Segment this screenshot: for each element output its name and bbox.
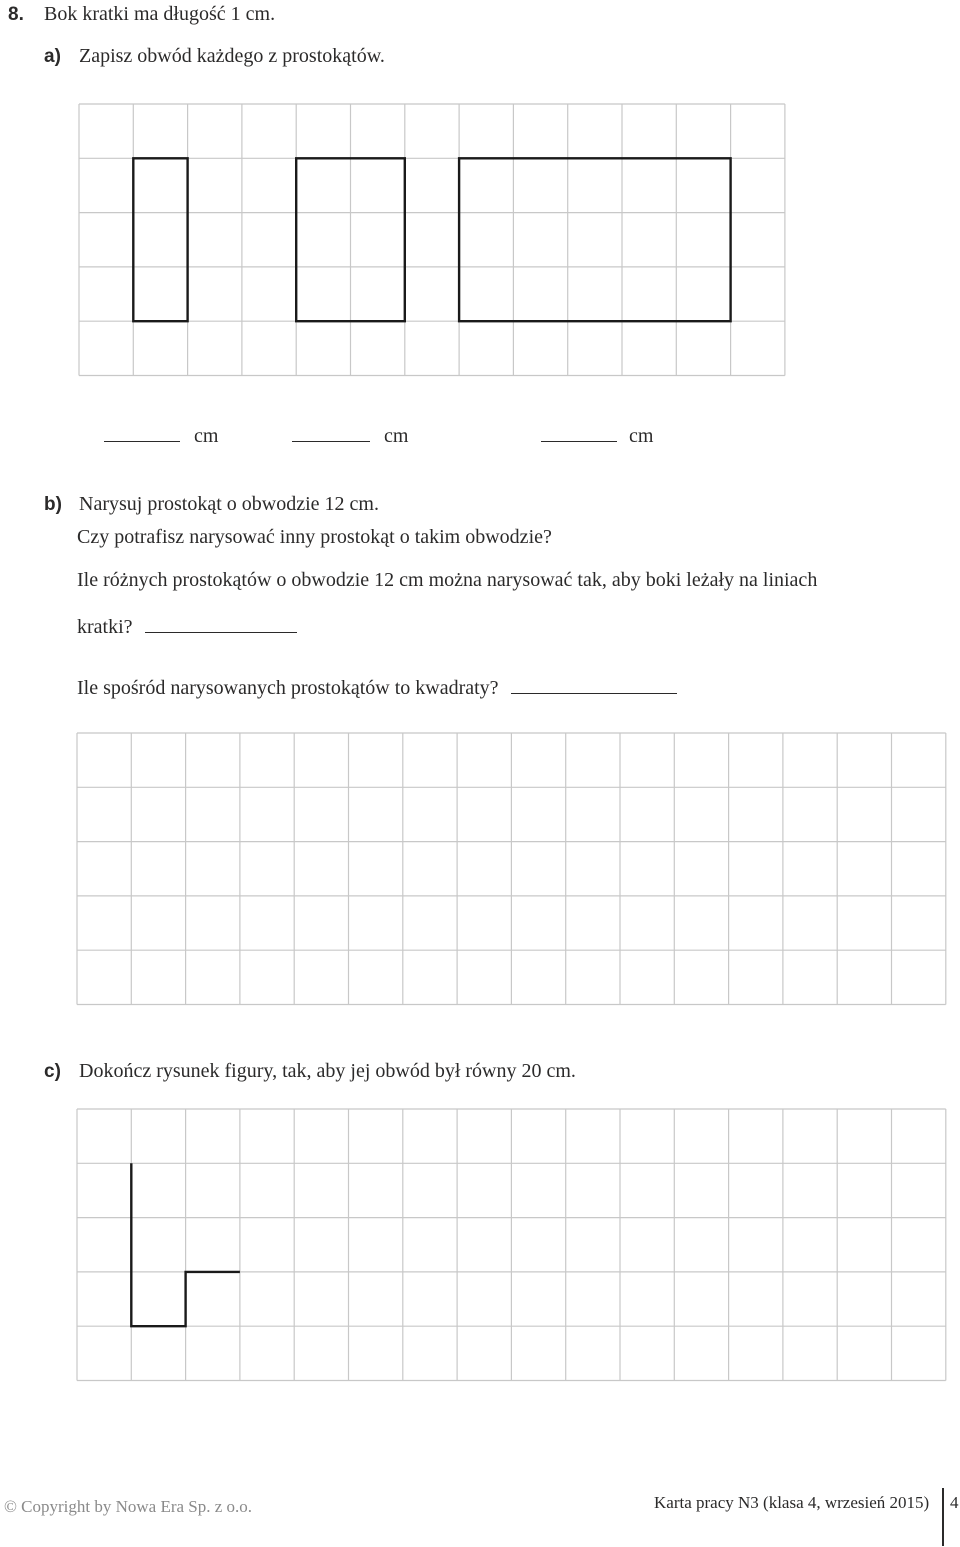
perimeter-answer-3[interactable] [541, 421, 653, 448]
part-b-question-squares[interactable] [77, 673, 677, 700]
rectangle-2 [296, 158, 405, 321]
worksheet-title: Karta pracy N3 (klasa 4, wrzesień 2015) [654, 1493, 930, 1512]
part-b-line-4: kratki? [77, 616, 133, 638]
rectangle-3 [459, 158, 730, 321]
exercise-number: 8. [8, 4, 24, 25]
answer-blank-count[interactable] [145, 612, 297, 633]
footer-divider [942, 1488, 944, 1546]
part-c-label: c) [44, 1061, 61, 1082]
part-a-label: a) [44, 46, 61, 67]
part-b-label: b) [44, 494, 62, 515]
grid-c-lines [77, 1109, 946, 1381]
perimeter-answer-1[interactable] [104, 421, 218, 448]
part-b-line-5: Ile spośród narysowanych prostokątów to kwadraty? [77, 677, 499, 699]
copyright-notice: © Copyright by Nowa Era Sp. z o.o. [4, 1497, 253, 1516]
answer-blank-squares[interactable] [511, 673, 677, 694]
part-a-instruction: Zapisz obwód każdego z prostokątów. [79, 45, 385, 67]
grid-c-figure [131, 1163, 240, 1326]
part-c-instruction: Dokończ rysunek figury, tak, aby jej obwód był równy 20 cm. [79, 1060, 576, 1082]
perimeter-answer-2[interactable] [292, 421, 408, 448]
grid-b-lines [77, 733, 946, 1005]
partial-figure [131, 1163, 240, 1326]
exercise-title: Bok kratki ma długość 1 cm. [44, 3, 276, 25]
grid-a-rectangles [133, 158, 730, 321]
grid-a-lines [79, 104, 785, 376]
unit-cm-3: cm [629, 425, 654, 447]
answer-blank-1[interactable] [104, 421, 180, 442]
part-b-line-3: Ile różnych prostokątów o obwodzie 12 cm można narysować tak, aby boki leżały na liniach [77, 569, 818, 591]
rectangle-1 [133, 158, 187, 321]
unit-cm-2: cm [384, 425, 409, 447]
answer-blank-3[interactable] [541, 421, 617, 442]
unit-cm-1: cm [194, 425, 219, 447]
part-b-question-count[interactable] [77, 612, 297, 639]
part-b-line-1: Narysuj prostokąt o obwodzie 12 cm. [79, 493, 379, 515]
part-b-line-2: Czy potrafisz narysować inny prostokąt o takim obwodzie? [77, 526, 552, 548]
answer-blank-2[interactable] [292, 421, 370, 442]
page-number: 4 [950, 1493, 959, 1512]
